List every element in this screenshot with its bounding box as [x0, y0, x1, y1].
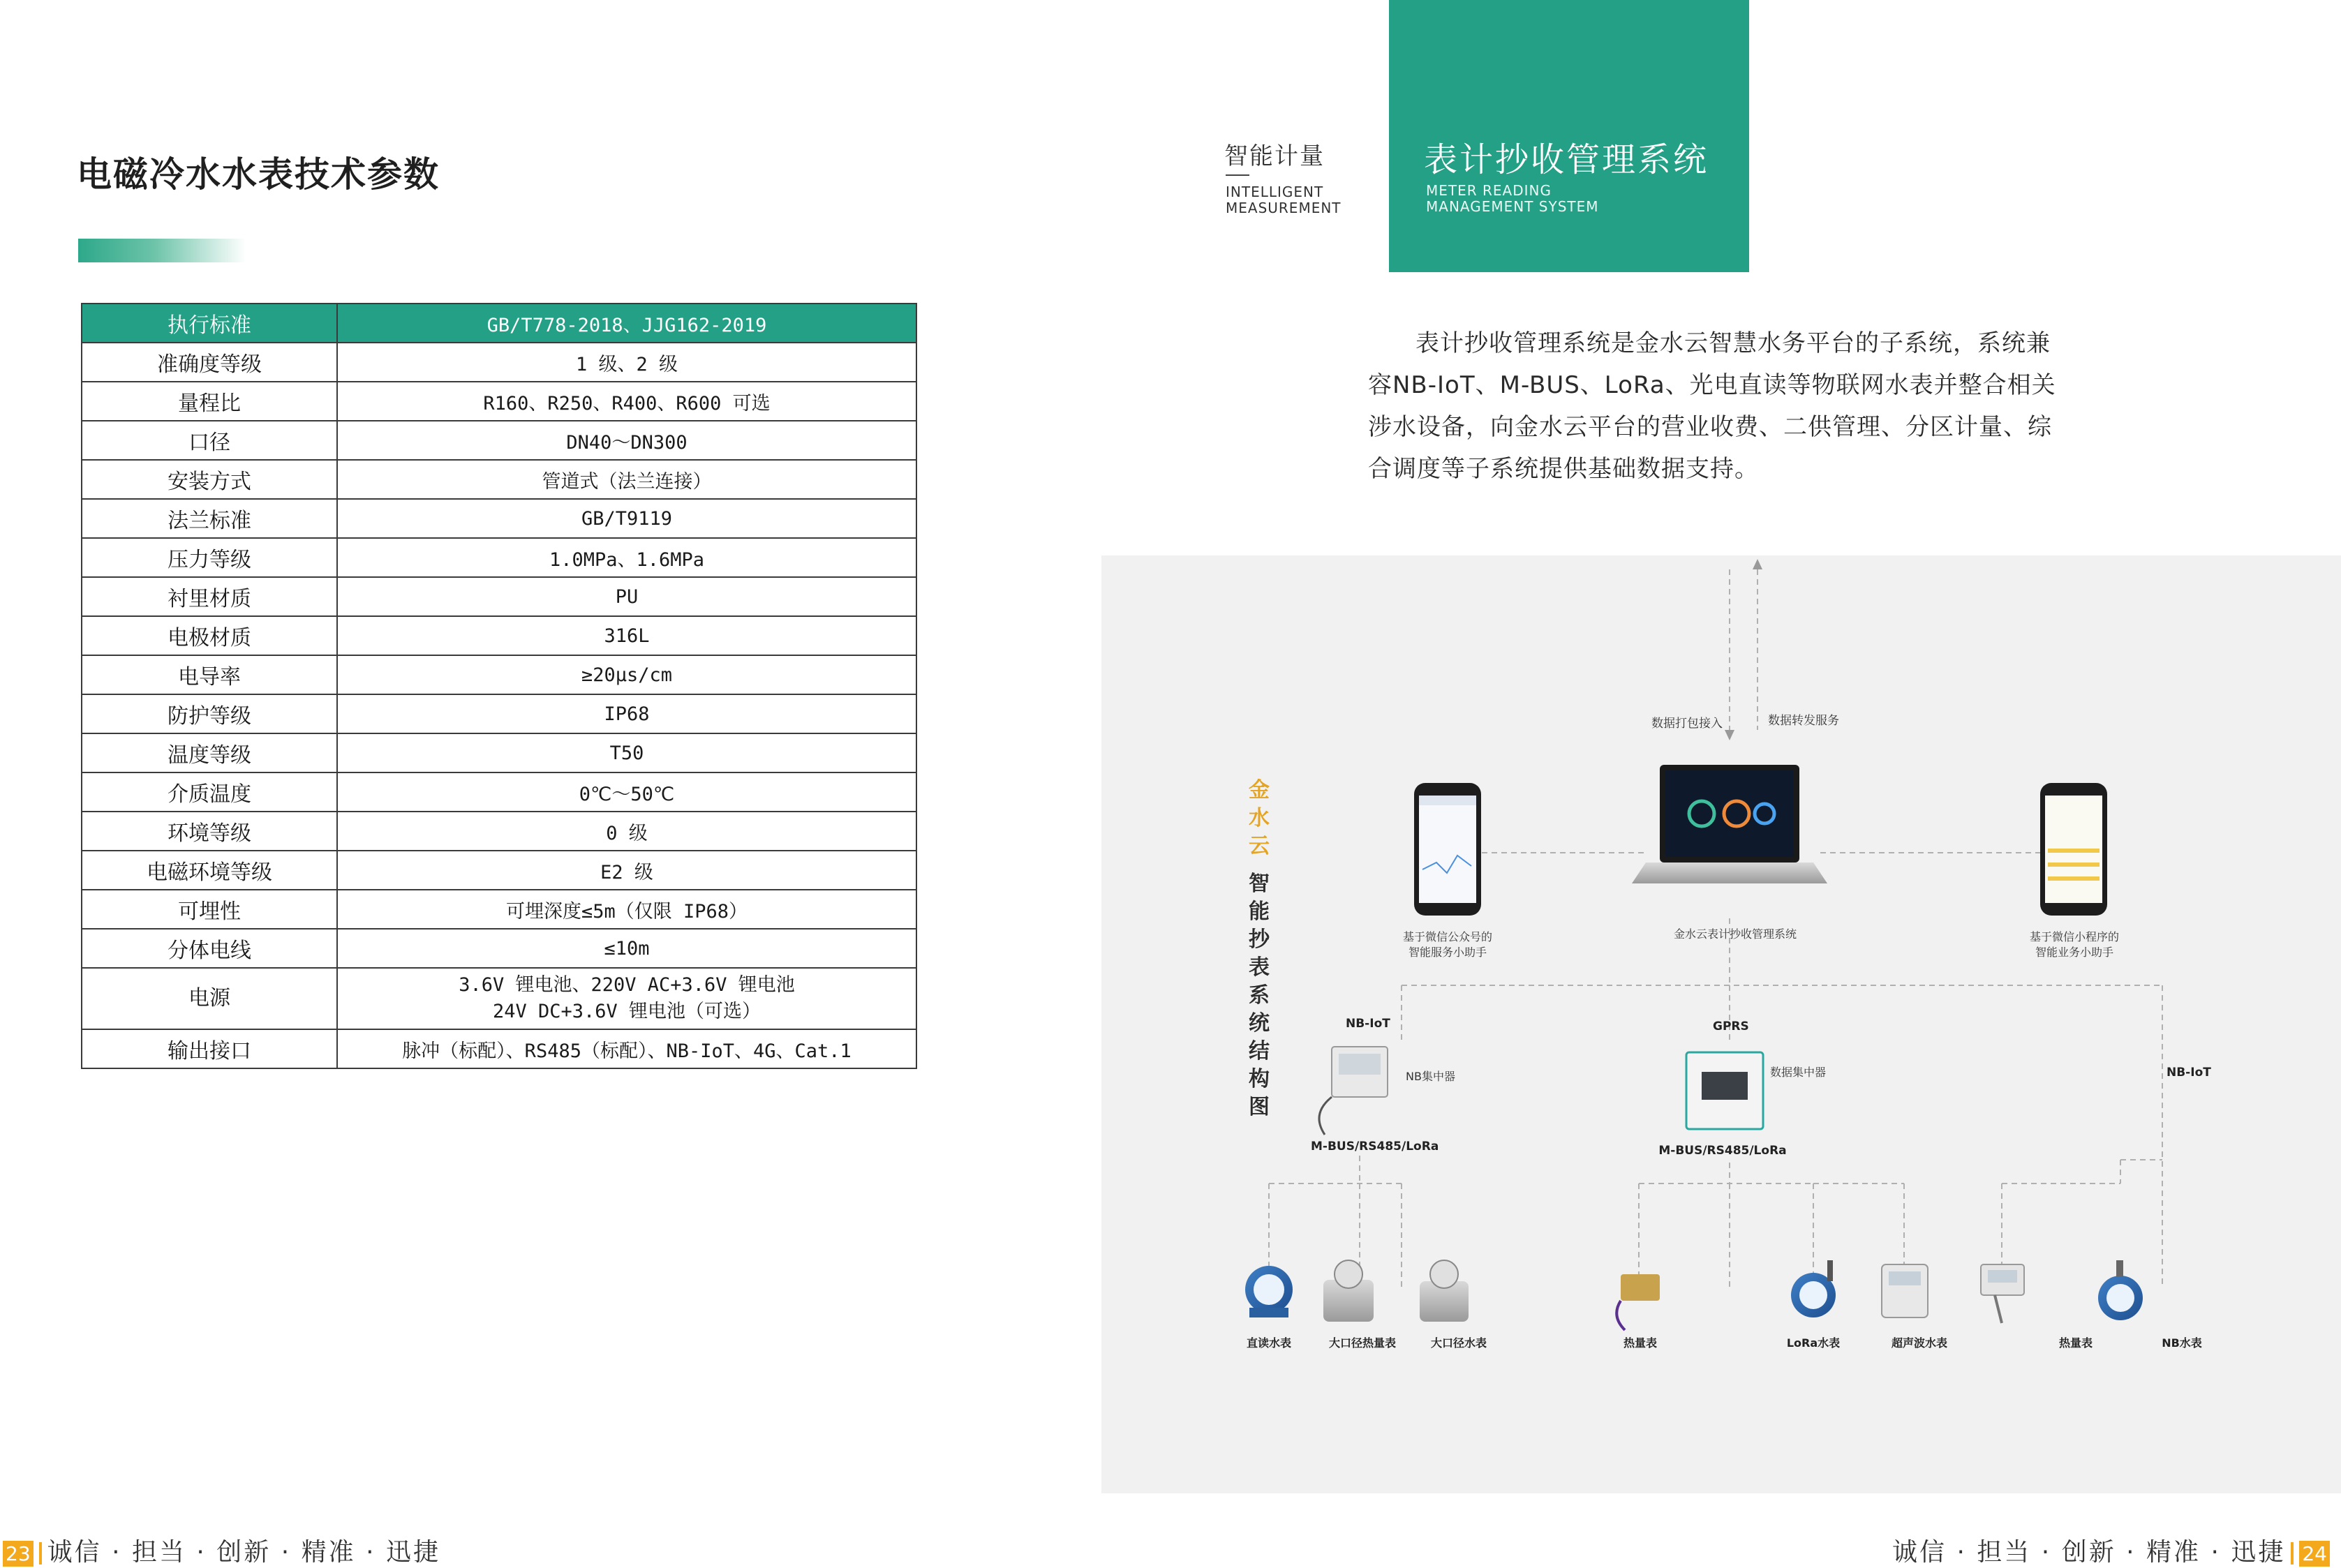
- spec-value: 可埋深度≤5m（仅限 IP68）: [337, 890, 916, 929]
- table-row: [82, 382, 916, 421]
- phone-left-label-1: 基于微信公众号的: [1402, 930, 1493, 943]
- device-label: 大口径热量表: [1328, 1336, 1397, 1350]
- spec-value: ≥20μs/cm: [337, 655, 916, 694]
- page-number-bar: [39, 1542, 42, 1565]
- laptop-label: 金水云表计抄收管理系统: [1673, 927, 1797, 941]
- device-label: 超声波水表: [1891, 1336, 1948, 1350]
- spec-value: IP68: [337, 694, 916, 733]
- spec-value-line: 24V DC+3.6V 锂电池（可选）: [492, 1001, 761, 1022]
- spec-label: 温度等级: [82, 733, 337, 772]
- spec-value: E2 级: [337, 851, 916, 890]
- table-row: [82, 655, 916, 694]
- system-title: 表计抄收管理系统: [1424, 140, 1709, 179]
- table-header-row: [82, 304, 916, 343]
- category-en-line2: MEASUREMENT: [1226, 200, 1342, 216]
- spec-value: R160、R250、R400、R600 可选: [337, 382, 916, 421]
- spec-value: 1 级、2 级: [337, 343, 916, 382]
- label-gprs: GPRS: [1713, 1020, 1749, 1033]
- footer-right: [1892, 1532, 2330, 1568]
- phone-right-label-2: 智能业务小助手: [2035, 946, 2114, 959]
- spec-value: 316L: [337, 616, 916, 655]
- device-label: 直读水表: [1246, 1336, 1292, 1350]
- label-nbiot-left: NB-IoT: [1346, 1017, 1390, 1031]
- title-accent-bar: [78, 239, 246, 262]
- table-row: [82, 694, 916, 733]
- spec-value: 1.0MPa、1.6MPa: [337, 538, 916, 577]
- category-divider: [1226, 174, 1249, 176]
- device-direct-water-meter-icon: [1245, 1266, 1293, 1317]
- phone-right-label-1: 基于微信小程序的: [2029, 930, 2120, 943]
- diagram-title-gold: 金水云: [1249, 778, 1270, 858]
- table-row: [82, 343, 916, 382]
- spec-label: 法兰标准: [82, 499, 337, 538]
- spec-label: 分体电线: [82, 929, 337, 968]
- spec-label: 压力等级: [82, 538, 337, 577]
- spec-label: 电磁环境等级: [82, 851, 337, 890]
- device-label: 大口径水表: [1430, 1336, 1487, 1350]
- device-label: LoRa水表: [1786, 1336, 1841, 1350]
- page-number: 24: [2299, 1541, 2330, 1567]
- footer-motto: 诚信 · 担当 · 创新 · 精准 · 迅捷: [1892, 1538, 2286, 1567]
- spec-label: 输出接口: [82, 1029, 337, 1068]
- spec-value: DN40～DN300: [337, 421, 916, 460]
- label-data-forward: 数据转发服务: [1768, 714, 1839, 728]
- table-row: [82, 538, 916, 577]
- spec-value: [337, 968, 916, 1029]
- table-row: [82, 851, 916, 890]
- spec-label: 执行标准: [82, 304, 337, 343]
- label-nb-concentrator: NB集中器: [1406, 1070, 1455, 1083]
- label-mbus-left: M-BUS/RS485/LoRa: [1311, 1140, 1439, 1153]
- spec-label: 准确度等级: [82, 343, 337, 382]
- page-number-bar: [2291, 1542, 2294, 1565]
- table-row: [82, 772, 916, 812]
- table-row: [82, 812, 916, 851]
- page-title: 电磁冷水水表技术参数: [77, 154, 440, 195]
- spec-value: 0℃～50℃: [337, 772, 916, 812]
- table-row: [82, 890, 916, 929]
- label-data-concentrator: 数据集中器: [1770, 1066, 1827, 1079]
- spec-label: 电极材质: [82, 616, 337, 655]
- table-row: [82, 616, 916, 655]
- data-concentrator-icon: [1686, 1052, 1763, 1129]
- device-ultrasonic-water-meter-icon: [1882, 1264, 1928, 1317]
- spec-value: GB/T778-2018、JJG162-2019: [337, 304, 916, 343]
- table-row: [82, 577, 916, 616]
- spec-label: 可埋性: [82, 890, 337, 929]
- spec-label: 环境等级: [82, 812, 337, 851]
- label-mbus-center: M-BUS/RS485/LoRa: [1658, 1144, 1787, 1158]
- footer-motto: 诚信 · 担当 · 创新 · 精准 · 迅捷: [47, 1538, 440, 1567]
- spec-label: 衬里材质: [82, 577, 337, 616]
- spec-value: GB/T9119: [337, 499, 916, 538]
- system-subtitle: [1426, 183, 1599, 215]
- table-row: [82, 968, 916, 1029]
- spec-value: 0 级: [337, 812, 916, 851]
- spec-label: 电源: [82, 968, 337, 1029]
- spec-label: 电导率: [82, 655, 337, 694]
- spec-value: 脉冲（标配）、RS485（标配）、NB-IoT、4G、Cat.1: [337, 1029, 916, 1068]
- table-row: [82, 733, 916, 772]
- spec-value: PU: [337, 577, 916, 616]
- table-row: [82, 1029, 916, 1068]
- spec-value: ≤10m: [337, 929, 916, 968]
- device-label: 热量表: [2058, 1336, 2093, 1350]
- intro-paragraph: 表计抄收管理系统是金水云智慧水务平台的子系统，系统兼容NB-IoT、M-BUS、LoRa、光电直读等物联网水表并整合相关涉水设备，向金水云平台的营业收费、二供管理、分区计量、综合调度等子系统提供基础数据支持。: [1368, 329, 2056, 483]
- device-label: NB水表: [2162, 1336, 2202, 1350]
- category-title: 智能计量: [1224, 142, 1325, 170]
- phone-right-icon: [2040, 783, 2107, 916]
- phone-left-icon: [1414, 783, 1481, 916]
- diagram-overlay: [1101, 555, 2341, 1493]
- system-en-line2: MANAGEMENT SYSTEM: [1426, 198, 1599, 215]
- category-subtitle: [1226, 184, 1342, 216]
- spec-value: T50: [337, 733, 916, 772]
- spec-label: 安装方式: [82, 460, 337, 499]
- spec-label: 量程比: [82, 382, 337, 421]
- phone-left-label-2: 智能服务小助手: [1408, 946, 1487, 959]
- category-en-line1: INTELLIGENT: [1226, 184, 1324, 200]
- label-data-pack: 数据打包接入: [1651, 717, 1723, 731]
- spec-label: 口径: [82, 421, 337, 460]
- page-number: 23: [3, 1541, 34, 1567]
- label-nbiot-right: NB-IoT: [2167, 1066, 2211, 1080]
- spec-value-line: 3.6V 锂电池、220V AC+3.6V 锂电池: [459, 974, 795, 996]
- spec-label: 防护等级: [82, 694, 337, 733]
- table-row: [82, 499, 916, 538]
- spec-value: 管道式（法兰连接）: [337, 460, 916, 499]
- diagram-title-dark: 智能抄表系统结构图: [1249, 872, 1270, 1119]
- table-row: [82, 929, 916, 968]
- table-row: [82, 460, 916, 499]
- spec-label: 介质温度: [82, 772, 337, 812]
- laptop-icon: [1632, 765, 1827, 883]
- table-row: [82, 421, 916, 460]
- device-label: 热量表: [1623, 1336, 1658, 1350]
- system-en-line1: METER READING: [1426, 182, 1552, 199]
- footer-left: [3, 1532, 440, 1568]
- spec-table: [81, 303, 917, 1069]
